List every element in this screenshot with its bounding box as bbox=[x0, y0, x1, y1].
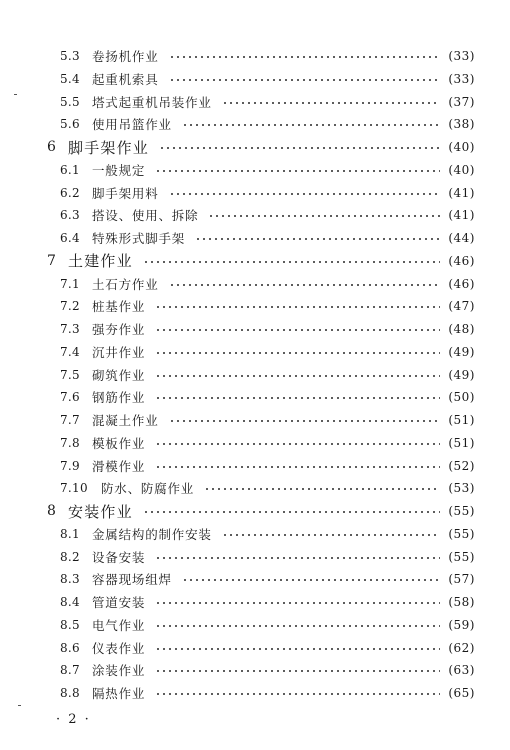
toc-section-row bbox=[0, 319, 510, 339]
toc-entry-page: (41) bbox=[448, 208, 475, 223]
toc-entry-number: 5.3 bbox=[60, 49, 80, 63]
toc-entry-number: 8.4 bbox=[60, 595, 80, 609]
toc-leader-dots bbox=[169, 56, 441, 58]
toc-section-row bbox=[0, 69, 510, 89]
toc-entry-number: 6.2 bbox=[60, 185, 80, 200]
toc-entry-title: 一般规定 bbox=[92, 162, 146, 178]
toc-entry-title: 桩基作业 bbox=[92, 299, 146, 315]
toc-section-row bbox=[0, 569, 510, 589]
toc-entry-number: 5.6 bbox=[60, 117, 80, 132]
toc-section-row bbox=[0, 114, 510, 134]
toc-entry-title: 设备安装 bbox=[92, 549, 146, 565]
toc-leader-dots bbox=[155, 557, 440, 559]
toc-entry-title: 安装作业 bbox=[68, 502, 133, 521]
toc-entry-title: 特殊形式脚手架 bbox=[92, 231, 186, 246]
toc-entry-title: 土建作业 bbox=[68, 252, 133, 271]
toc-entry-page: (49) bbox=[448, 344, 475, 359]
toc-section-row bbox=[0, 92, 510, 112]
toc-leader-dots bbox=[155, 693, 440, 695]
toc-entry-number: 7.6 bbox=[60, 390, 80, 405]
toc-entry-title: 金属结构的制作安装 bbox=[92, 526, 212, 542]
toc-section-row bbox=[0, 274, 510, 294]
page-number: · 2 · bbox=[56, 712, 91, 727]
toc-entry-number: 7.3 bbox=[60, 322, 80, 336]
toc-entry-number: 8.3 bbox=[60, 572, 80, 587]
toc-section-row bbox=[0, 183, 510, 203]
toc-section-row bbox=[0, 638, 510, 658]
toc-leader-dots bbox=[195, 238, 440, 240]
toc-leader-dots bbox=[155, 375, 440, 377]
toc-entry-number: 8 bbox=[47, 503, 57, 519]
toc-entry-number: 6.4 bbox=[60, 231, 80, 245]
toc-section-row bbox=[0, 342, 510, 362]
toc-entry-number: 5.4 bbox=[60, 71, 80, 86]
toc-entry-page: (40) bbox=[448, 140, 475, 154]
toc-entry-title: 滑模作业 bbox=[92, 458, 146, 474]
toc-section-row bbox=[0, 592, 510, 612]
toc-entry-title: 隔热作业 bbox=[92, 686, 146, 701]
toc-entry-number: 6.3 bbox=[60, 208, 80, 223]
scan-speck bbox=[14, 94, 17, 95]
toc-leader-dots bbox=[155, 670, 440, 672]
toc-leader-dots bbox=[208, 215, 440, 217]
toc-entry-page: (44) bbox=[448, 231, 475, 245]
toc-section-row bbox=[0, 365, 510, 385]
toc-entry-page: (49) bbox=[448, 367, 475, 382]
toc-chapter-row bbox=[0, 251, 510, 271]
toc-entry-title: 土石方作业 bbox=[92, 276, 159, 292]
toc-entry-number: 7 bbox=[47, 252, 57, 269]
toc-chapter-row bbox=[0, 137, 510, 157]
toc-section-row bbox=[0, 205, 510, 225]
toc-entry-page: (33) bbox=[448, 71, 475, 86]
toc-entry-number: 6 bbox=[47, 139, 57, 155]
toc-entry-title: 脚手架用料 bbox=[92, 185, 159, 201]
toc-entry-page: (58) bbox=[448, 595, 475, 609]
toc-entry-number: 7.9 bbox=[60, 458, 80, 473]
toc-entry-number: 7.10 bbox=[60, 481, 88, 496]
toc-leader-dots bbox=[169, 79, 441, 81]
toc-entry-number: 8.6 bbox=[60, 640, 80, 655]
toc-entry-page: (53) bbox=[448, 481, 475, 496]
toc-entry-page: (51) bbox=[448, 413, 475, 427]
toc-entry-number: 8.7 bbox=[60, 663, 80, 678]
toc-section-row bbox=[0, 46, 510, 66]
toc-section-row bbox=[0, 478, 510, 498]
toc-chapter-row bbox=[0, 501, 510, 521]
toc-section-row bbox=[0, 160, 510, 180]
toc-entry-title: 涂装作业 bbox=[92, 663, 146, 679]
toc-entry-title: 电气作业 bbox=[92, 617, 146, 633]
toc-leader-dots bbox=[155, 466, 440, 468]
toc-entry-number: 7.7 bbox=[60, 413, 80, 427]
toc-entry-page: (51) bbox=[448, 435, 475, 450]
toc-entry-page: (38) bbox=[448, 117, 475, 132]
toc-leader-dots bbox=[155, 329, 440, 331]
toc-leader-dots bbox=[155, 648, 440, 650]
toc-entry-number: 7.8 bbox=[60, 435, 80, 450]
toc-entry-title: 搭设、使用、拆除 bbox=[92, 208, 199, 224]
toc-leader-dots bbox=[222, 534, 441, 536]
toc-entry-title: 混凝土作业 bbox=[92, 413, 159, 428]
toc-section-row bbox=[0, 433, 510, 453]
toc-entry-title: 钢筋作业 bbox=[92, 390, 146, 406]
toc-entry-title: 卷扬机作业 bbox=[92, 49, 159, 64]
toc-section-row bbox=[0, 660, 510, 680]
toc-section-row bbox=[0, 524, 510, 544]
toc-entry-number: 7.4 bbox=[60, 344, 80, 359]
toc-leader-dots bbox=[182, 124, 441, 126]
toc-entry-number: 7.5 bbox=[60, 367, 80, 382]
toc-entry-page: (63) bbox=[448, 663, 475, 678]
toc-section-row bbox=[0, 410, 510, 430]
toc-entry-page: (65) bbox=[448, 686, 475, 700]
toc-leader-dots bbox=[155, 397, 440, 399]
toc-section-row bbox=[0, 296, 510, 316]
toc-entry-page: (47) bbox=[448, 299, 475, 314]
toc-entry-number: 5.5 bbox=[60, 94, 80, 109]
toc-leader-dots bbox=[169, 193, 441, 195]
toc-entry-title: 管道安装 bbox=[92, 595, 146, 610]
toc-entry-page: (48) bbox=[448, 322, 475, 336]
toc-entry-number: 8.5 bbox=[60, 617, 80, 632]
toc-leader-dots bbox=[155, 443, 440, 445]
toc-entry-title: 塔式起重机吊装作业 bbox=[92, 94, 212, 110]
toc-leader-dots bbox=[155, 170, 440, 172]
toc-section-row bbox=[0, 615, 510, 635]
toc-section-row bbox=[0, 547, 510, 567]
toc-entry-number: 6.1 bbox=[60, 162, 80, 177]
toc-leader-dots bbox=[169, 420, 441, 422]
toc-section-row bbox=[0, 456, 510, 476]
toc-section-row bbox=[0, 683, 510, 703]
toc-leader-dots bbox=[155, 625, 440, 627]
toc-entry-page: (46) bbox=[448, 253, 475, 268]
toc-entry-page: (46) bbox=[448, 276, 475, 291]
toc-entry-title: 脚手架作业 bbox=[68, 138, 150, 157]
toc-leader-dots bbox=[143, 261, 441, 263]
toc-entry-page: (62) bbox=[448, 640, 475, 655]
toc-entry-number: 7.1 bbox=[60, 276, 80, 291]
toc-entry-number: 8.2 bbox=[60, 549, 80, 564]
toc-entry-page: (40) bbox=[448, 162, 475, 177]
toc-leader-dots bbox=[222, 102, 441, 104]
toc-entry-title: 容器现场组焊 bbox=[92, 572, 172, 588]
toc-leader-dots bbox=[155, 602, 440, 604]
toc-entry-number: 7.2 bbox=[60, 299, 80, 314]
toc-entry-title: 沉井作业 bbox=[92, 344, 146, 360]
toc-entry-title: 模板作业 bbox=[92, 435, 146, 451]
toc-leader-dots bbox=[159, 147, 440, 149]
toc-entry-page: (41) bbox=[448, 185, 475, 200]
toc-leader-dots bbox=[169, 284, 441, 286]
toc-entry-page: (55) bbox=[448, 504, 475, 518]
toc-entry-page: (50) bbox=[448, 390, 475, 405]
toc-entry-title: 使用吊篮作业 bbox=[92, 117, 172, 133]
scan-speck bbox=[18, 705, 21, 706]
toc-leader-dots bbox=[204, 488, 440, 490]
toc-entry-title: 强夯作业 bbox=[92, 322, 146, 337]
toc-entry-title: 仪表作业 bbox=[92, 640, 146, 656]
toc-entry-page: (52) bbox=[448, 458, 475, 473]
toc-entry-page: (55) bbox=[448, 526, 475, 541]
toc-entry-page: (33) bbox=[448, 49, 475, 63]
toc-entry-number: 8.1 bbox=[60, 526, 80, 541]
toc-leader-dots bbox=[143, 511, 441, 513]
toc-section-row bbox=[0, 387, 510, 407]
toc-entry-page: (57) bbox=[448, 572, 475, 587]
toc-entry-title: 起重机索具 bbox=[92, 71, 159, 87]
toc-entry-title: 砌筑作业 bbox=[92, 367, 146, 383]
toc-leader-dots bbox=[155, 306, 440, 308]
toc-entry-page: (37) bbox=[448, 94, 475, 109]
toc-leader-dots bbox=[155, 352, 440, 354]
toc-section-row bbox=[0, 228, 510, 248]
toc-entry-page: (55) bbox=[448, 549, 475, 564]
toc-leader-dots bbox=[182, 579, 441, 581]
toc-entry-number: 8.8 bbox=[60, 686, 80, 700]
toc-entry-page: (59) bbox=[448, 617, 475, 632]
toc-entry-title: 防水、防腐作业 bbox=[101, 481, 195, 497]
